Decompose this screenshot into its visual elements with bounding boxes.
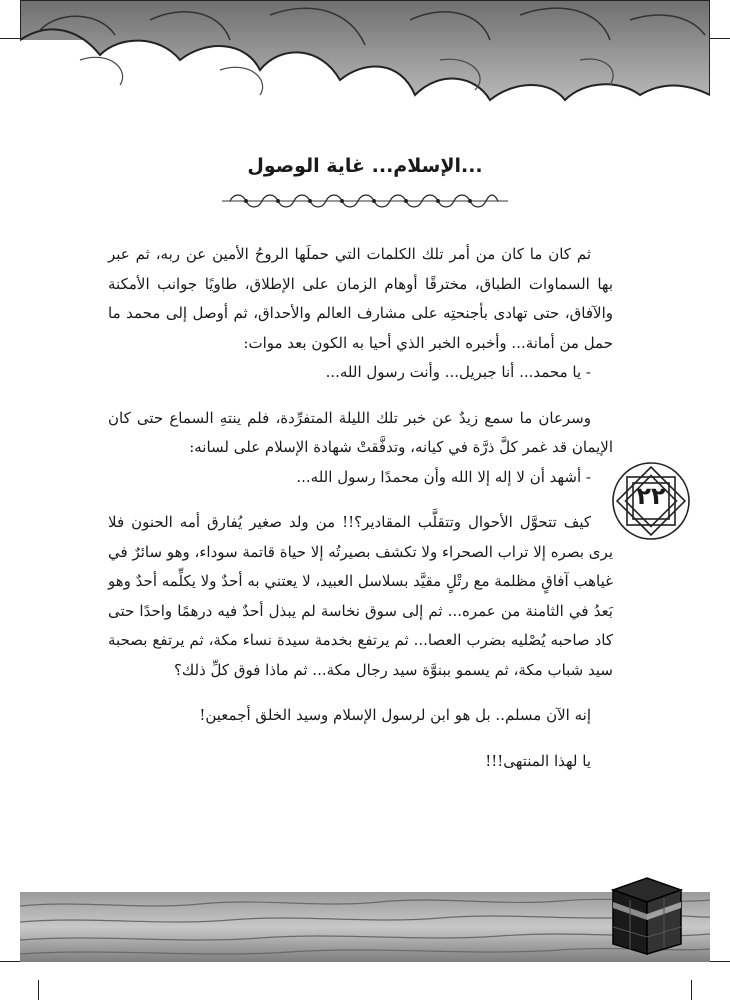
clouds-illustration (20, 0, 710, 112)
crop-mark (691, 980, 692, 1000)
page-title: الإسلام... غاية الوصول... (247, 155, 483, 177)
article-body (108, 240, 613, 776)
paragraph: ثم كان ما كان من أمر تلك الكلمات التي حملَها الروحُ الأمين عن ربه، ثم عبر بها السماوات الطباق، مخترقًا أوهام الزمان على الإطلاق، طاويًا جوانب الأمكنة والآفاق، حتى تهادى بأجنحتِه على مشارف العالم والأحداق، ثم أوصل إلى محمد ما حمل من أمانة... وأخبره الخبر الذي أحيا به الكون بعد موات: (108, 245, 613, 352)
ornament-divider (220, 190, 510, 212)
paragraph: إنه الآن مسلم.. بل هو ابن لرسول الإسلام وسيد الخلق أجمعين! (199, 706, 591, 724)
quote-line: - يا محمد... أنا جبريل... وأنت رسول الله... (325, 363, 591, 381)
page-number: ٢٢ (636, 482, 666, 510)
crop-mark (710, 38, 730, 39)
quote-line: - أشهد أن لا إله إلا الله وأن محمدًا رسول الله... (296, 467, 591, 486)
crop-mark (0, 38, 20, 39)
paragraph: كيف تتحوَّل الأحوال وتتقلَّب المقادير؟!! من ولد صغير يُفارق أمه الحنون فلا يرى بصره إلا تراب الصحراء ولا تكشف بصيرتُه إلا حياة قاتمة سوداء، وهو سائرٌ في غياهب آفاقٍ مظلمة مع رتْلٍ مقيَّد بسلاسل العبيد، لا يعتني به أحدٌ ولا يكلِّمه أحدٌ وهو بَعدُ في الثامنة من عمره... ثم إلى سوق نخاسة لم يبذل أحدٌ فيه درهمًا واحدًا حتى كاد صاحبه يُصْليه بضرب العصا... ثم يرتفع بخدمة سيدة نساء مكة، ثم يرتفع بصحبة سيد شباب مكة، ثم يسمو ببنوَّة سيد رجال مكة... ثم ماذا فوق كلِّ ذلك؟ (108, 513, 613, 679)
kaaba-icon (607, 872, 687, 956)
crop-mark (0, 961, 20, 962)
crop-mark (38, 980, 39, 1000)
crop-mark (710, 961, 730, 962)
paragraph: وسرعان ما سمع زيدٌ عن خبر تلك الليلة المتفرِّدة، فلم ينتهِ السماع حتى كان الإيمان قد غمر كلَّ ذرَّة في كيانه، وتدفَّقتْ شهادة الإسلام على لسانه: (108, 408, 613, 456)
paragraph: يا لهذا المنتهى!!! (485, 751, 591, 770)
